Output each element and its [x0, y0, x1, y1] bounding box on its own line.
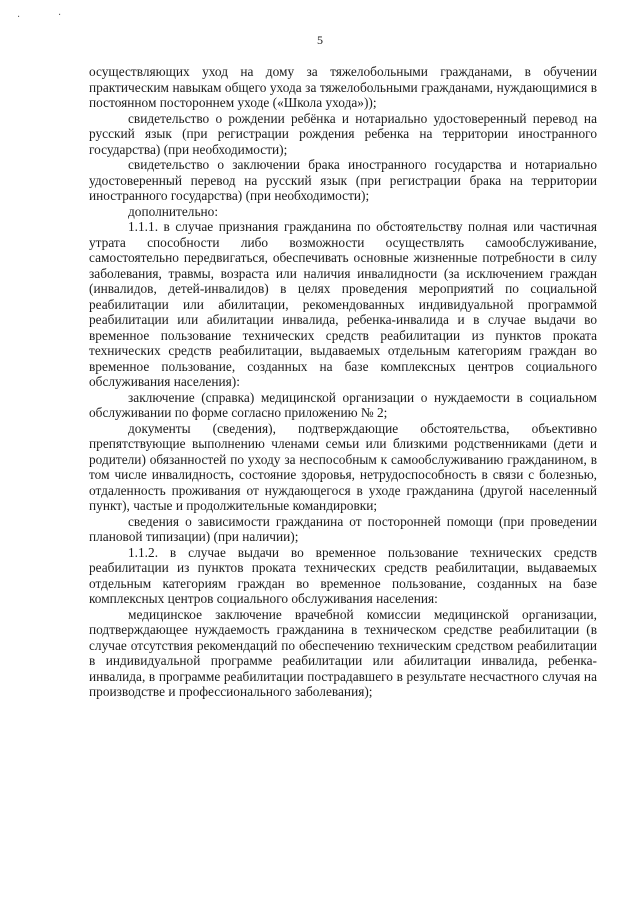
paragraph-clause-1-1-1: 1.1.1. в случае признания гражданина по обстоятельству полная или частичная утрата способности либо возможности осуществлять самообслуживание, самостоятельно передвигаться, обеспечивать основные жизненные потребности в силу заболевания, травмы, возраста или наличия инвалидности (за исключением граждан (инвалидов, детей-инвалидов) в целях проведения мероприятий по социальной реабилитации или абилитации, рекомендованных индивидуальной программой реабилитации или абилитации инвалида, ребенка-инвалида и в случае выдачи во временное пользование технических средств реабилитации из пунктов проката технических средств реабилитации, выдаваемых отдельным категориям граждан во временное пользование, созданных на базе комплексных центров социального обслуживания населения): [89, 219, 597, 389]
paragraph-dependency-info: сведения о зависимости гражданина от посторонней помощи (при проведении плановой типизации) (при наличии); [89, 513, 597, 544]
document-body [89, 64, 597, 700]
scan-artifact-dot: · [17, 12, 21, 23]
paragraph-medical-commission: медицинское заключение врачебной комиссии медицинской организации, подтверждающее нуждаемость гражданина в техническом средстве реабилитации (в случае отсутствия рекомендаций по обеспечению техническим средством реабилитации в индивидуальной программе реабилитации или абилитации инвалида, ребенка-инвалида, в программе реабилитации пострадавшего в результате несчастного случая на производстве и профессионального заболевания); [89, 606, 597, 699]
paragraph-marriage-certificate: свидетельство о заключении брака иностранного государства и нотариально удостоверенный перевод на русский язык (при регистрации брака на территории иностранного государства) (при необходимости); [89, 157, 597, 203]
paragraph-care-school: осуществляющих уход на дому за тяжелобольными гражданами, в обучении практическим навыкам общего ухода за тяжелобольными гражданами, нуждающимися в постоянном постороннем уходе («Школа ухода»)); [89, 64, 597, 110]
paragraph-additionally: дополнительно: [128, 203, 219, 219]
paragraph-birth-certificate: свидетельство о рождении ребёнка и нотариально удостоверенный перевод на русский язык (при регистрации рождения ребенка на территории иностранного государства) (при необходимости); [89, 110, 597, 157]
paragraph-medical-conclusion: заключение (справка) медицинской организации о нуждаемости в социальном обслуживании по форме согласно приложению № 2; [89, 389, 597, 420]
scan-artifact-dot: · [58, 10, 62, 21]
paragraph-clause-1-1-2: 1.1.2. в случае выдачи во временное пользование технических средств реабилитации из пунктов проката технических средств реабилитации, выдаваемых отдельным категориям граждан во временное пользование, созданных на базе комплексных центров социального обслуживания населения: [89, 544, 597, 606]
page-number: 5 [317, 33, 323, 47]
paragraph-supporting-documents: документы (сведения), подтверждающие обстоятельства, объективно препятствующие выполнению членами семьи или близкими родственниками (дети и родители) обязанностей по уходу за неспособным к самообслуживанию гражданином, в том числе инвалидность, состояние здоровья, нетрудоспособность в связи с болезнью, отдаленность проживания от нуждающегося в уходе гражданина (другой населенный пункт), частые и продолжительные командировки; [89, 420, 597, 513]
